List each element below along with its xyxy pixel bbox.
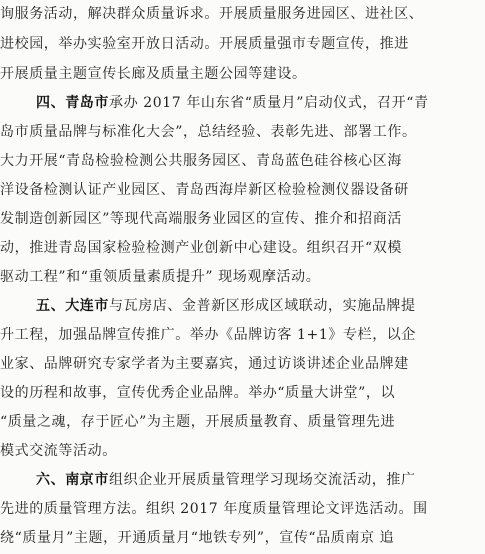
paragraph-line — [0, 379, 485, 407]
paragraph-line — [0, 292, 485, 320]
paragraph-line — [0, 263, 485, 291]
section-heading-dalian: 五、大连市 — [36, 298, 109, 314]
line-text: 驱动工程”和“重领质量素质提升” 现场观摩活动。 — [0, 269, 321, 285]
section-heading-qingdao: 四、青岛市 — [36, 95, 109, 111]
line-text: 询服务活动，解决群众质量诉求。开展质量服务进园区、进社区、 — [0, 6, 424, 22]
line-text: 与瓦房店、金普新区形成区域联动，实施品牌提 — [109, 298, 416, 314]
paragraph-line — [0, 30, 485, 58]
line-text: 设的历程和故事，宣传优秀企业品牌。举办“质量大讲堂”，以 — [0, 385, 396, 401]
paragraph-line — [0, 147, 485, 175]
line-text: 岛市质量品牌与标准化大会”，总结经验、表彰先进、部署工作。 — [0, 124, 417, 140]
paragraph-line — [0, 89, 485, 117]
line-text: 进校园，举办实验室开放日活动。开展质量强市专题宣传，推进 — [0, 36, 409, 52]
paragraph-line — [0, 321, 485, 349]
line-text: “质量之魂，存于匠心”为主题，开展质量教育、质量管理先进 — [0, 414, 396, 430]
line-text: 绕“质量月”主题，开通质量月“地铁专列”，宣传“品质南京 追 — [0, 530, 395, 546]
line-text: 开展质量主题宣传长廊及质量主题公园等建设。 — [0, 66, 307, 82]
paragraph-line — [0, 60, 485, 88]
line-text: 升工程，加强品牌宣传推广。举办《品牌访客 1+1》专栏，以企 — [0, 327, 416, 343]
paragraph-line — [0, 495, 485, 523]
line-text: 大力开展“青岛检验检测公共服务园区、青岛蓝色硅谷核心区海 — [0, 153, 402, 169]
paragraph-line — [0, 524, 485, 552]
paragraph-line — [0, 350, 485, 378]
line-text: 洋设备检测认证产业园区、青岛西海岸新区检验检测仪器设备研 — [0, 182, 409, 198]
paragraph-line — [0, 408, 485, 436]
paragraph-line — [0, 205, 485, 233]
line-text: 组织企业开展质量管理学习现场交流活动，推广 — [109, 472, 416, 488]
line-text: 承办 2017 年山东省“质量月”启动仪式，召开“青 — [109, 95, 429, 111]
paragraph-line — [0, 0, 485, 28]
line-text: 先进的质量管理方法。组织 2017 年度质量管理论文评选活动。围 — [0, 501, 428, 517]
paragraph-line — [0, 234, 485, 262]
line-text: 发制造创新园区”等现代高端服务业园区的宣传、推介和招商活 — [0, 211, 402, 227]
paragraph-line — [0, 176, 485, 204]
paragraph-line — [0, 118, 485, 146]
paragraph-line — [0, 466, 485, 494]
line-text: 模式交流等活动。 — [0, 443, 117, 459]
line-text: 动，推进青岛国家检验检测产业创新中心建设。组织召开“双模 — [0, 240, 402, 256]
section-heading-nanjing: 六、南京市 — [36, 472, 109, 488]
line-text: 业家、品牌研究专家学者为主要嘉宾，通过访谈讲述企业品牌建 — [0, 356, 409, 372]
paragraph-line — [0, 437, 485, 465]
